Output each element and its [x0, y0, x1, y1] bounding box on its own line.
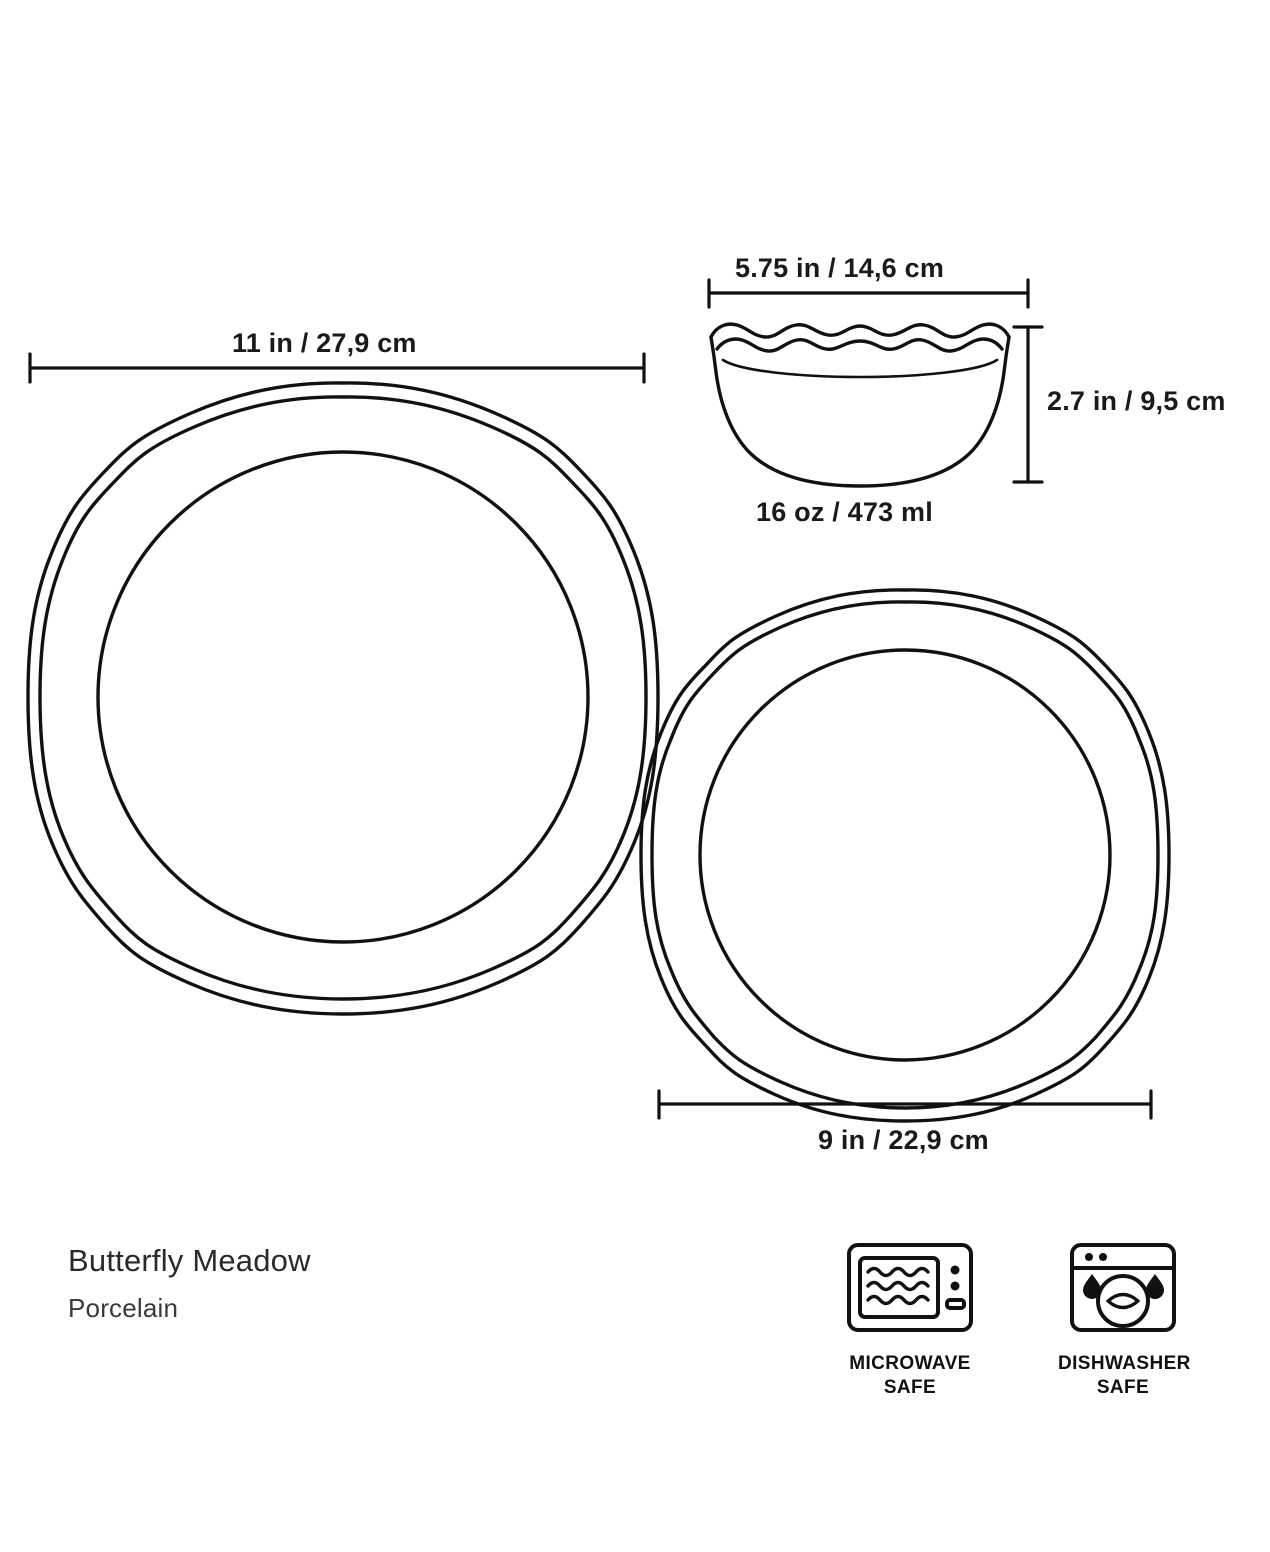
- bowl-width-dimension-line: [709, 280, 1028, 307]
- microwave-safe-badge: [845, 1240, 975, 1400]
- product-material: Porcelain: [68, 1293, 179, 1323]
- bowl-height-dimension-line: [1014, 327, 1042, 482]
- bowl-height-dimension-label: 2.7 in / 9,5 cm: [1047, 386, 1226, 416]
- microwave-icon: [845, 1240, 975, 1335]
- dishwasher-safe-label-line1: DISHWASHER: [1058, 1353, 1191, 1374]
- salad-plate-dimension-label: 9 in / 22,9 cm: [818, 1125, 989, 1155]
- microwave-safe-label: [845, 1352, 975, 1400]
- dinner-plate-illustration: [28, 383, 658, 1014]
- dinner-plate-dimension-label: 11 in / 27,9 cm: [232, 328, 417, 358]
- salad-plate-illustration: [641, 590, 1169, 1121]
- bowl-capacity-label: 16 oz / 473 ml: [756, 497, 933, 527]
- dishwasher-icon: [1058, 1240, 1188, 1335]
- bowl-width-dimension-label: 5.75 in / 14,6 cm: [735, 253, 945, 283]
- dishwasher-safe-badge: [1058, 1240, 1191, 1400]
- microwave-safe-label-line2: SAFE: [883, 1376, 937, 1398]
- salad-plate-dimension-line: [659, 1091, 1151, 1118]
- bowl-illustration: [711, 324, 1009, 486]
- dishwasher-safe-label: [1058, 1352, 1191, 1400]
- product-name: Butterfly Meadow: [68, 1243, 311, 1278]
- microwave-safe-label-line1: MICROWAVE: [849, 1353, 971, 1374]
- dishwasher-safe-label-line2: SAFE: [1096, 1376, 1150, 1398]
